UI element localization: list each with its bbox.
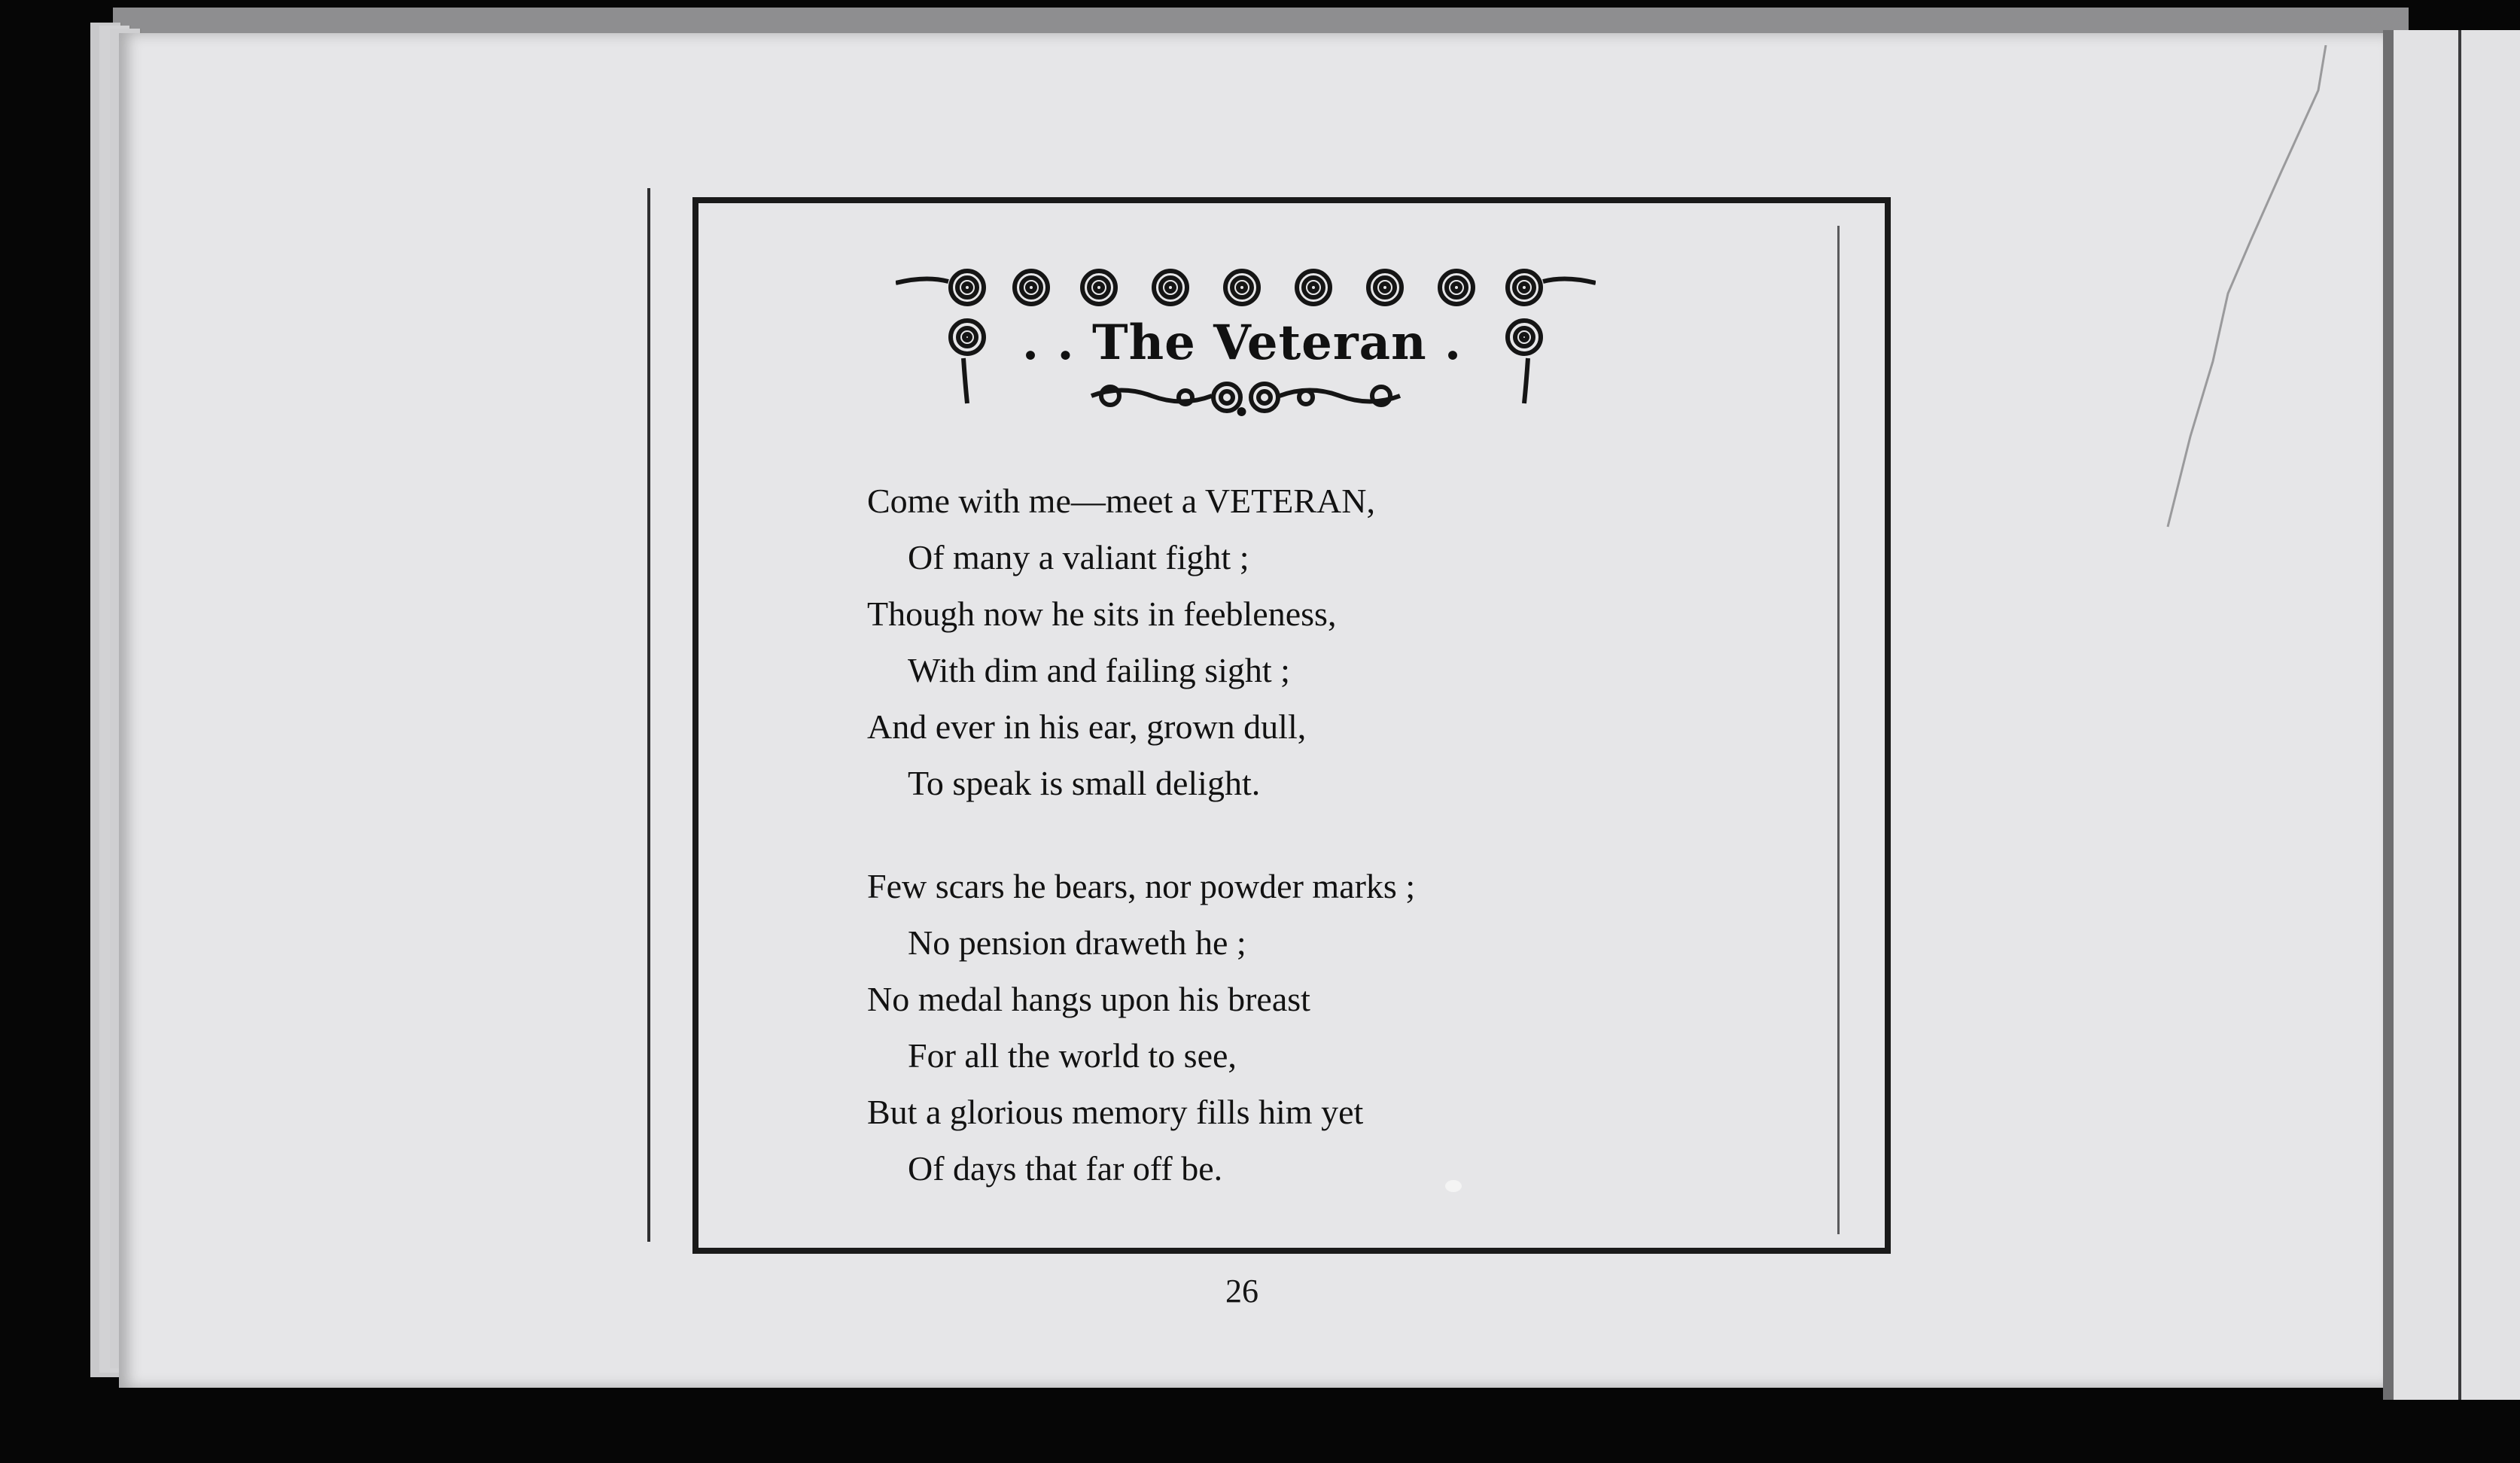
poem-title: . . The Veteran . . — [1021, 315, 1462, 427]
right-page-fold-line — [2458, 30, 2461, 1400]
poem-line: Of days that far off be. — [908, 1149, 1223, 1188]
poem-line: No medal hangs upon his breast — [867, 980, 1310, 1018]
page-number: 26 — [1225, 1273, 1258, 1309]
frame-inner-rule — [1837, 226, 1840, 1234]
stanza-break — [867, 811, 1415, 858]
paper-speck — [1445, 1180, 1462, 1192]
poem-line: With dim and failing sight ; — [908, 651, 1290, 689]
book-gutter — [2383, 30, 2394, 1400]
paper-crack — [2100, 45, 2341, 572]
poem-line: Of many a valiant fight ; — [908, 538, 1249, 576]
poem-line: Though now he sits in feebleness, — [867, 595, 1337, 633]
poem-line: For all the world to see, — [908, 1036, 1237, 1075]
poem-line: But a glorious memory fills him yet — [867, 1093, 1364, 1131]
poem-line: To speak is small delight. — [908, 764, 1261, 802]
poem-line: No pension draweth he ; — [908, 923, 1246, 962]
right-page-edge — [2394, 30, 2520, 1400]
poem-line: And ever in his ear, grown dull, — [867, 707, 1307, 746]
offset-frame-line — [647, 188, 650, 1242]
poem-line: Few scars he bears, nor powder marks ; — [867, 867, 1416, 905]
poem-line: Come with me—meet a VETERAN, — [867, 482, 1375, 520]
poem-body — [867, 473, 1415, 1197]
